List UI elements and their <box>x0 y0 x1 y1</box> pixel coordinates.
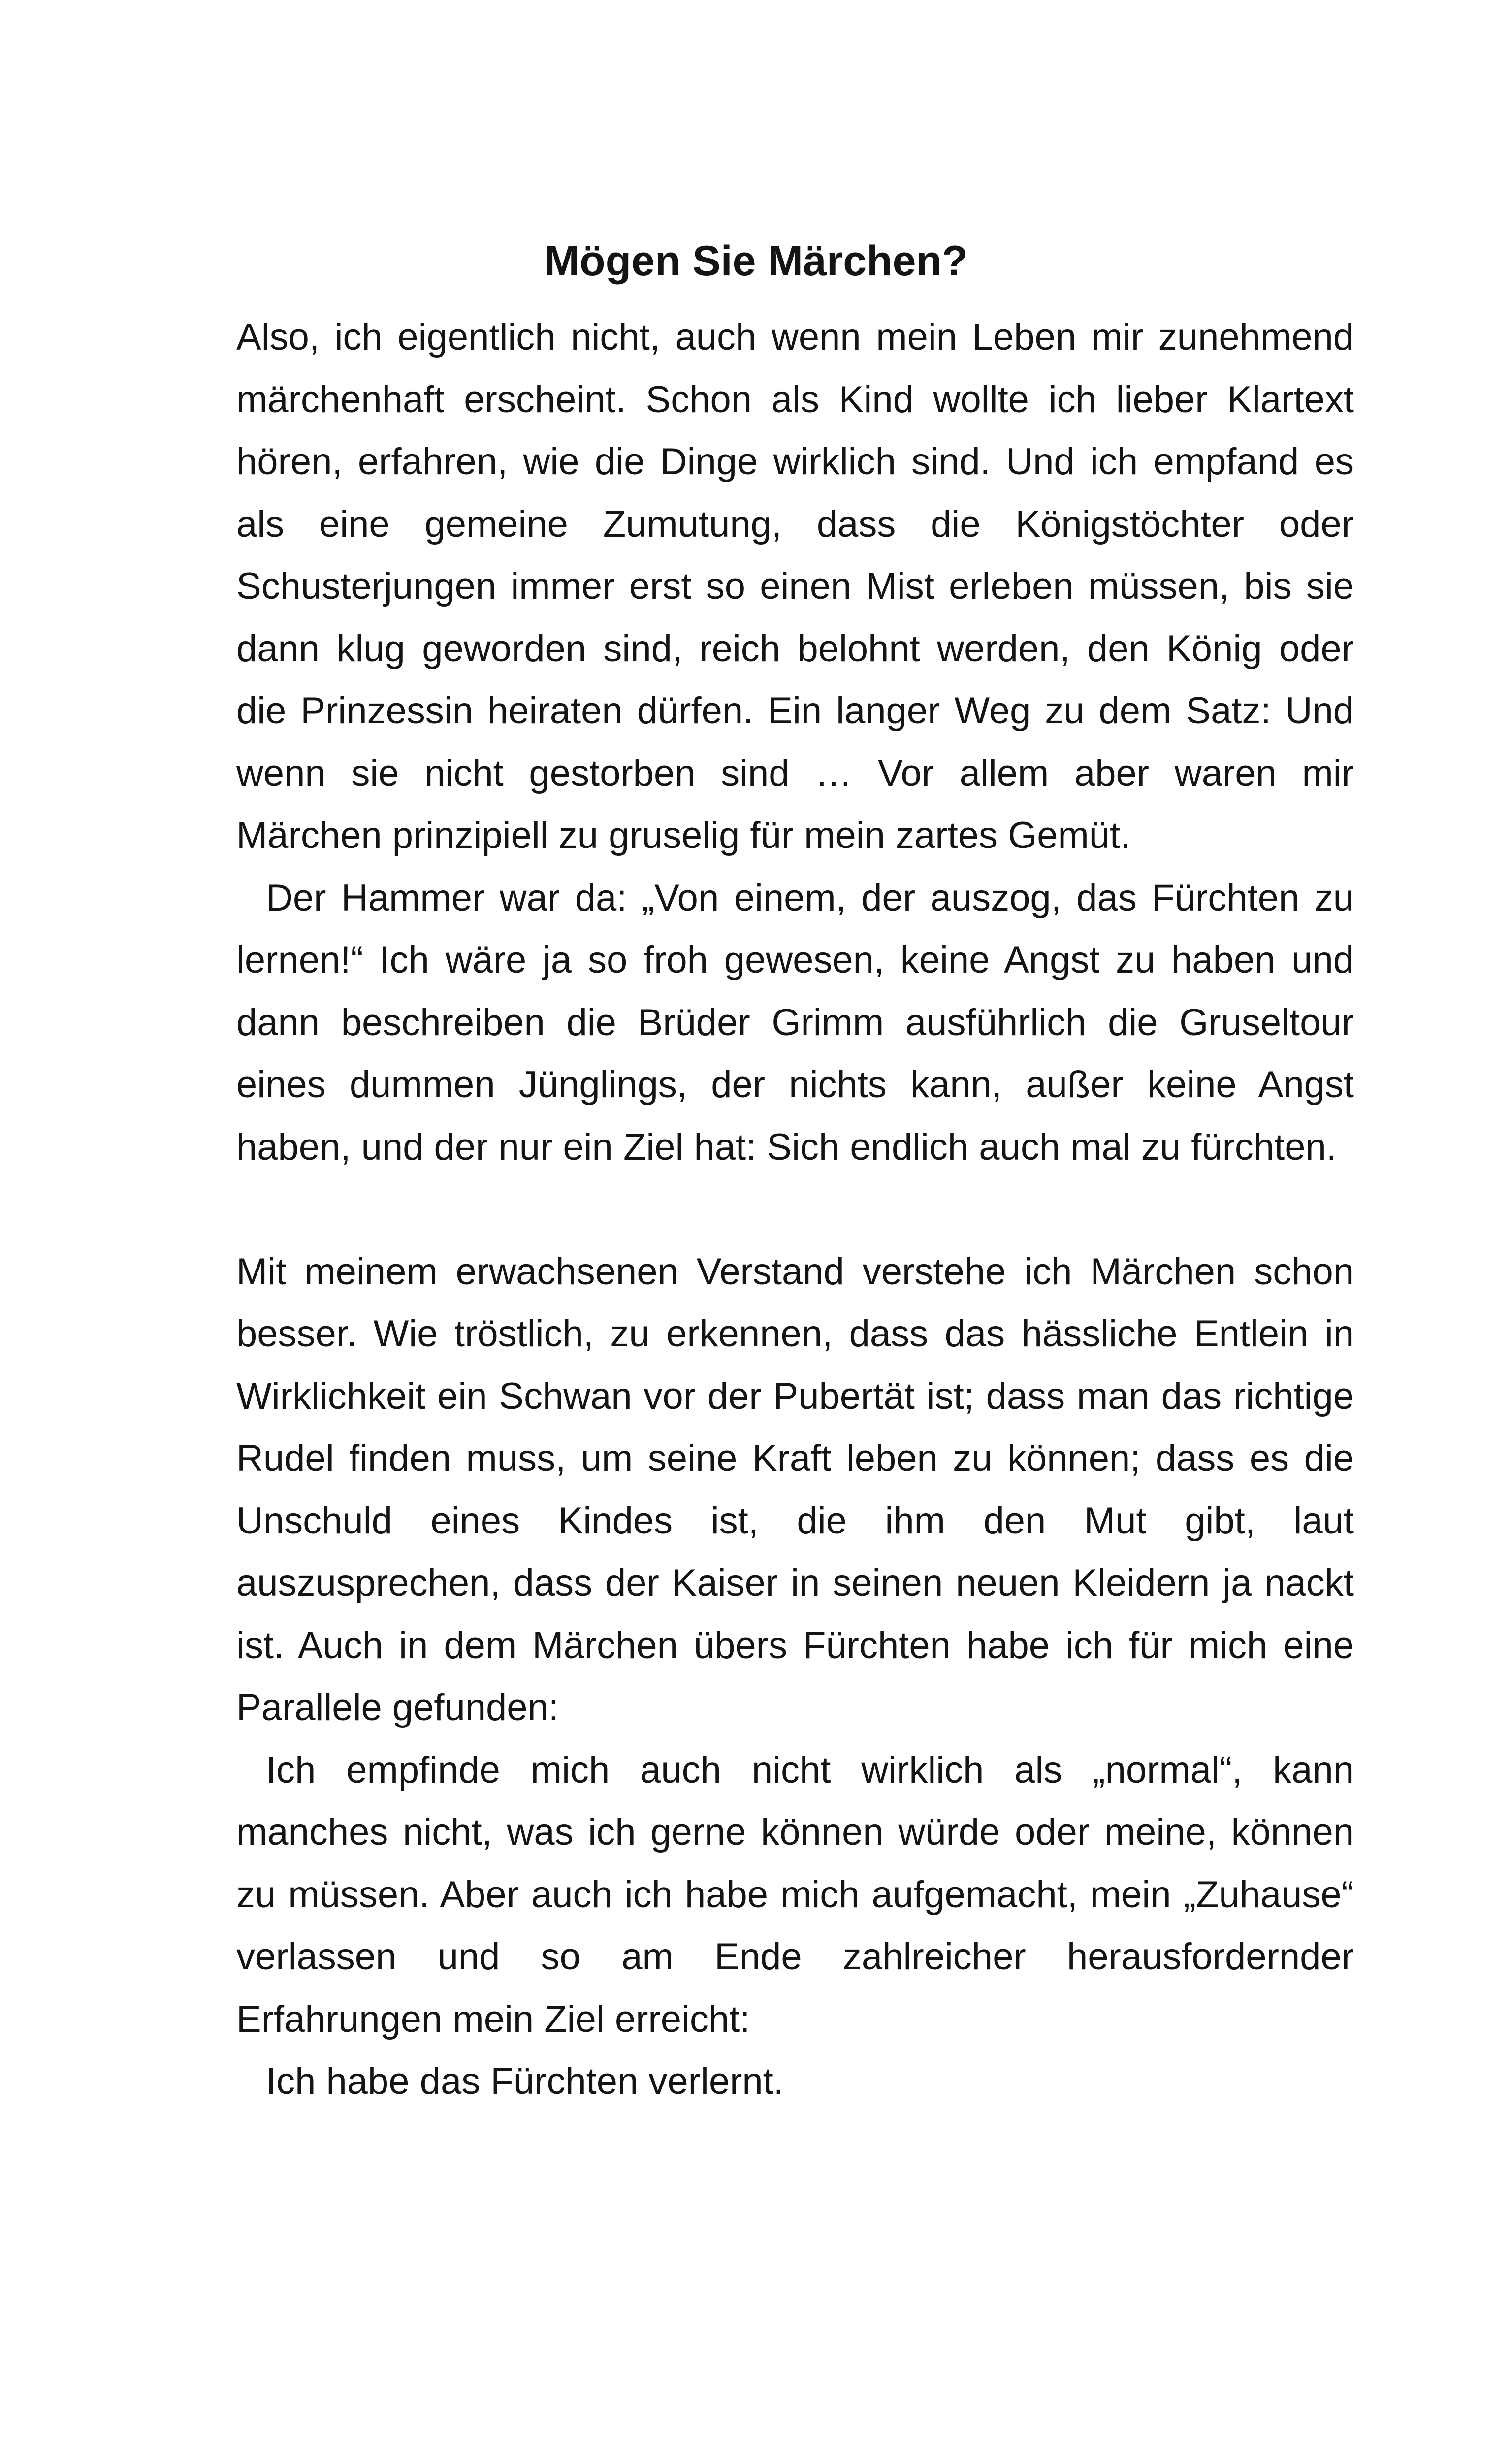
paragraph-5: Ich habe das Fürchten verlernt. <box>266 2060 784 2102</box>
paragraph-4: Ich empfinde mich auch nicht wirklich als „normal“, kann manches nicht, was ich gerne können würde oder meine, können zu müssen. Aber auch ich habe mich aufgemacht, mein „Zuhause“ verlassen und so am Ende zahlreicher herausfordernder Erfahrungen mein Ziel erreicht: <box>236 1749 1354 2040</box>
paragraph-2: Der Hammer war da: „Von einem, der auszog, das Fürchten zu lernen!“ Ich wäre ja so froh gewesen, keine Angst zu haben und dann beschreiben die Brüder Grimm ausführlich die Gruseltour eines dummen Jünglings, der nichts kann, außer keine Angst haben, und der nur ein Ziel hat: Sich endlich auch mal zu fürchten. <box>236 877 1354 1168</box>
paragraph-3: Mit meinem erwachsenen Verstand verstehe ich Märchen schon besser. Wie tröstlich, zu erkennen, dass das hässliche Entlein in Wirklichkeit ein Schwan vor der Pubertät ist; dass man das richtige Rudel finden muss, um seine Kraft leben zu können; dass es die Unschuld eines Kindes ist, die ihm den Mut gibt, laut auszusprechen, dass der Kaiser in seinen neuen Kleidern ja nackt ist. Auch in dem Märchen übers Fürchten habe ich für mich eine Parallele gefunden: <box>236 1250 1354 1728</box>
body-text <box>236 306 1354 2113</box>
page-title: Mögen Sie Märchen? <box>544 237 968 285</box>
paragraph-1: Also, ich eigentlich nicht, auch wenn mein Leben mir zunehmend märchenhaft erscheint. Schon als Kind wollte ich lieber Klartext hören, erfahren, wie die Dinge wirklich sind. Und ich empfand es als eine gemeine Zumutung, dass die Königstöchter oder Schusterjungen immer erst so einen Mist erleben müssen, bis sie dann klug geworden sind, reich belohnt werden, den König oder die Prinzessin heiraten dürfen. Ein langer Weg zu dem Satz: Und wenn sie nicht gestorben sind … Vor allem aber waren mir Märchen prinzipiell zu gruselig für mein zartes Gemüt. <box>236 316 1354 856</box>
